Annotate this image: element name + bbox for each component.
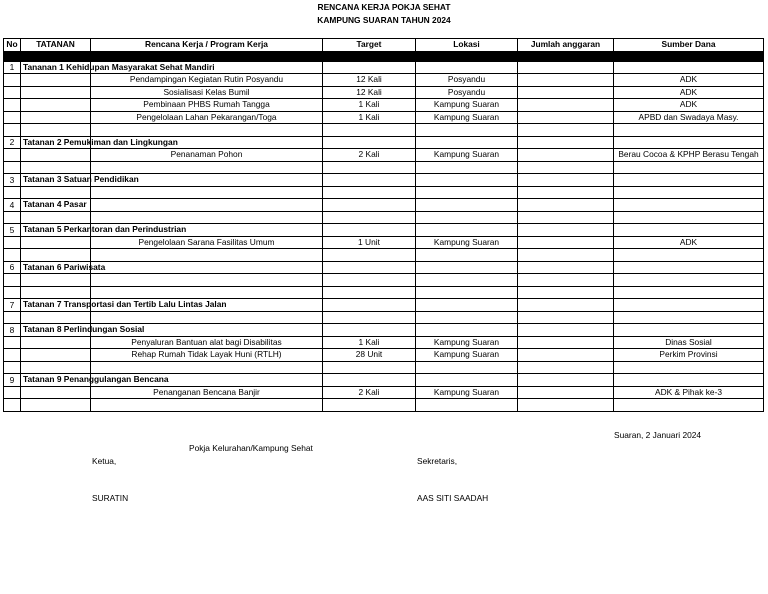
cell-jumlah-anggaran <box>518 161 614 174</box>
cell-tatanan <box>21 136 178 149</box>
cell-sumber-dana: APBD dan Swadaya Masy. <box>614 111 764 124</box>
cell-target: 2 Kali <box>323 386 416 399</box>
cell-no: 4 <box>4 199 21 212</box>
cell-target: 1 Kali <box>323 336 416 349</box>
cell-program <box>91 199 323 212</box>
cell-lokasi <box>416 224 518 237</box>
cell-no <box>4 111 21 124</box>
table-row <box>4 161 764 174</box>
cell-program: Penanganan Bencana Banjir <box>91 386 323 399</box>
cell-tatanan <box>21 186 91 199</box>
header-divider-bar <box>4 51 764 61</box>
cell-jumlah-anggaran <box>518 399 614 412</box>
cell-sumber-dana <box>614 311 764 324</box>
cell-no: 5 <box>4 224 21 237</box>
cell-no <box>4 211 21 224</box>
letter-date: Suaran, 2 Januari 2024 <box>614 430 702 440</box>
cell-tatanan <box>21 224 187 237</box>
cell-tatanan <box>21 86 91 99</box>
cell-sumber-dana: Dinas Sosial <box>614 336 764 349</box>
cell-tatanan <box>21 124 91 137</box>
cell-no <box>4 236 21 249</box>
cell-tatanan <box>21 286 91 299</box>
cell-program: Rehap Rumah Tidak Layak Huni (RTLH) <box>91 349 323 362</box>
cell-lokasi <box>416 311 518 324</box>
cell-no <box>4 149 21 162</box>
cell-target: 2 Kali <box>323 149 416 162</box>
header-sumber-dana: Sumber Dana <box>614 39 764 52</box>
cell-tatanan <box>21 324 145 337</box>
cell-jumlah-anggaran <box>518 111 614 124</box>
cell-lokasi <box>416 274 518 287</box>
cell-lokasi: Kampung Suaran <box>416 111 518 124</box>
cell-target: 12 Kali <box>323 74 416 87</box>
cell-program <box>91 249 323 262</box>
ketua-name: SURATIN <box>92 493 129 503</box>
table-row <box>4 361 764 374</box>
cell-target <box>323 286 416 299</box>
organization-name: Pokja Kelurahan/Kampung Sehat <box>189 443 313 453</box>
sekretaris-label: Sekretaris, <box>417 456 458 466</box>
cell-jumlah-anggaran <box>518 86 614 99</box>
cell-lokasi <box>416 174 518 187</box>
cell-jumlah-anggaran <box>518 311 614 324</box>
cell-target <box>323 61 416 74</box>
cell-program: Pengelolaan Lahan Pekarangan/Toga <box>91 111 323 124</box>
cell-no <box>4 99 21 112</box>
cell-lokasi: Kampung Suaran <box>416 349 518 362</box>
cell-tatanan <box>21 399 91 412</box>
cell-sumber-dana <box>614 286 764 299</box>
cell-jumlah-anggaran <box>518 211 614 224</box>
table-row <box>4 186 764 199</box>
tatanan-heading: Tananan 1 Kehidupan Masyarakat Sehat Mandiri <box>23 61 215 72</box>
cell-target <box>323 249 416 262</box>
cell-target <box>323 124 416 137</box>
cell-sumber-dana <box>614 249 764 262</box>
cell-lokasi: Posyandu <box>416 74 518 87</box>
cell-sumber-dana <box>614 399 764 412</box>
table-row <box>4 124 764 137</box>
cell-sumber-dana: Berau Cocoa & KPHP Berasu Tengah <box>614 149 764 162</box>
cell-lokasi <box>416 399 518 412</box>
cell-sumber-dana <box>614 136 764 149</box>
cell-no <box>4 274 21 287</box>
cell-target: 1 Kali <box>323 111 416 124</box>
cell-no <box>4 249 21 262</box>
cell-program <box>91 274 323 287</box>
table-row <box>4 74 764 87</box>
cell-target <box>323 374 416 387</box>
cell-jumlah-anggaran <box>518 349 614 362</box>
table-row <box>4 149 764 162</box>
tatanan-heading: Tatanan 6 Pariwisata <box>23 261 106 272</box>
table-row <box>4 374 764 387</box>
table-row <box>4 349 764 362</box>
cell-no <box>4 74 21 87</box>
cell-no <box>4 336 21 349</box>
cell-sumber-dana: ADK <box>614 74 764 87</box>
cell-lokasi: Posyandu <box>416 86 518 99</box>
cell-tatanan <box>21 74 91 87</box>
header-lokasi: Lokasi <box>416 39 518 52</box>
cell-program: Pembinaan PHBS Rumah Tangga <box>91 99 323 112</box>
cell-target <box>323 274 416 287</box>
table-row <box>4 336 764 349</box>
cell-jumlah-anggaran <box>518 236 614 249</box>
cell-target <box>323 399 416 412</box>
cell-no <box>4 186 21 199</box>
cell-program <box>91 124 323 137</box>
cell-jumlah-anggaran <box>518 136 614 149</box>
cell-jumlah-anggaran <box>518 336 614 349</box>
table-row <box>4 211 764 224</box>
header-target: Target <box>323 39 416 52</box>
cell-sumber-dana <box>614 224 764 237</box>
cell-sumber-dana <box>614 261 764 274</box>
tatanan-heading: Tatanan 4 Pasar <box>23 199 87 210</box>
cell-sumber-dana <box>614 61 764 74</box>
cell-program: Pendampingan Kegiatan Rutin Posyandu <box>91 74 323 87</box>
cell-target: 12 Kali <box>323 86 416 99</box>
cell-tatanan <box>21 261 106 274</box>
cell-tatanan <box>21 161 91 174</box>
table-row <box>4 386 764 399</box>
cell-no: 9 <box>4 374 21 387</box>
cell-sumber-dana: ADK <box>614 86 764 99</box>
cell-target: 1 Unit <box>323 236 416 249</box>
cell-sumber-dana: ADK & Pihak ke-3 <box>614 386 764 399</box>
cell-program <box>91 399 323 412</box>
cell-target: 28 Unit <box>323 349 416 362</box>
cell-tatanan <box>21 249 91 262</box>
table-row <box>4 174 764 187</box>
cell-program: Penyaluran Bantuan alat bagi Disabilitas <box>91 336 323 349</box>
tatanan-heading: Tatanan 9 Penanggulangan Bencana <box>23 374 169 385</box>
cell-lokasi <box>416 261 518 274</box>
table-row <box>4 286 764 299</box>
cell-jumlah-anggaran <box>518 261 614 274</box>
cell-lokasi <box>416 249 518 262</box>
table-row <box>4 299 764 312</box>
header-tatanan: TATANAN <box>21 39 91 52</box>
header-jumlah-anggaran: Jumlah anggaran <box>518 39 614 52</box>
table-row <box>4 236 764 249</box>
cell-target <box>323 161 416 174</box>
cell-tatanan <box>21 199 91 212</box>
tatanan-heading: Tatanan 7 Transportasi dan Tertib Lalu Lintas Jalan <box>23 299 227 310</box>
cell-target <box>323 136 416 149</box>
cell-target <box>323 186 416 199</box>
cell-jumlah-anggaran <box>518 224 614 237</box>
cell-program: Penanaman Pohon <box>91 149 323 162</box>
table-row <box>4 399 764 412</box>
cell-program <box>91 186 323 199</box>
cell-no: 3 <box>4 174 21 187</box>
cell-target <box>323 311 416 324</box>
table-row <box>4 61 764 74</box>
cell-no: 2 <box>4 136 21 149</box>
cell-lokasi <box>416 199 518 212</box>
cell-lokasi <box>416 324 518 337</box>
cell-sumber-dana <box>614 174 764 187</box>
cell-tatanan <box>21 311 91 324</box>
cell-sumber-dana <box>614 161 764 174</box>
table-header-row <box>4 39 764 52</box>
table-row <box>4 136 764 149</box>
cell-jumlah-anggaran <box>518 286 614 299</box>
cell-sumber-dana: Perkim Provinsi <box>614 349 764 362</box>
cell-jumlah-anggaran <box>518 299 614 312</box>
table-row <box>4 86 764 99</box>
cell-tatanan <box>21 174 139 187</box>
cell-no <box>4 361 21 374</box>
cell-no: 8 <box>4 324 21 337</box>
cell-program <box>91 211 323 224</box>
cell-tatanan <box>21 386 91 399</box>
cell-no <box>4 86 21 99</box>
cell-target <box>323 224 416 237</box>
cell-no <box>4 399 21 412</box>
cell-no <box>4 161 21 174</box>
cell-lokasi <box>416 374 518 387</box>
cell-sumber-dana <box>614 211 764 224</box>
tatanan-heading: Tatanan 5 Perkantoran dan Perindustrian <box>23 224 187 235</box>
cell-lokasi <box>416 161 518 174</box>
cell-sumber-dana <box>614 324 764 337</box>
cell-jumlah-anggaran <box>518 186 614 199</box>
cell-jumlah-anggaran <box>518 124 614 137</box>
table-row <box>4 274 764 287</box>
cell-program <box>91 361 323 374</box>
cell-sumber-dana <box>614 361 764 374</box>
cell-jumlah-anggaran <box>518 74 614 87</box>
cell-tatanan <box>21 374 169 387</box>
cell-lokasi <box>416 186 518 199</box>
cell-tatanan <box>21 149 91 162</box>
cell-lokasi <box>416 361 518 374</box>
cell-sumber-dana <box>614 186 764 199</box>
ketua-label: Ketua, <box>92 456 117 466</box>
cell-target <box>323 261 416 274</box>
cell-program: Sosialisasi Kelas Bumil <box>91 86 323 99</box>
cell-target <box>323 211 416 224</box>
cell-tatanan <box>21 211 91 224</box>
cell-tatanan <box>21 336 91 349</box>
cell-lokasi <box>416 61 518 74</box>
cell-no: 6 <box>4 261 21 274</box>
sekretaris-name: AAS SITI SAADAH <box>417 493 489 503</box>
table-row <box>4 249 764 262</box>
header-no: No <box>4 39 21 52</box>
cell-no: 7 <box>4 299 21 312</box>
cell-no <box>4 349 21 362</box>
table-body <box>4 61 764 411</box>
cell-lokasi: Kampung Suaran <box>416 236 518 249</box>
tatanan-heading: Tatanan 2 Pemukiman dan Lingkungan <box>23 136 178 147</box>
cell-tatanan <box>21 99 91 112</box>
cell-program <box>91 261 323 274</box>
cell-sumber-dana: ADK <box>614 236 764 249</box>
cell-target <box>323 299 416 312</box>
cell-jumlah-anggaran <box>518 274 614 287</box>
cell-jumlah-anggaran <box>518 361 614 374</box>
cell-tatanan <box>21 299 227 312</box>
cell-program <box>91 161 323 174</box>
cell-lokasi <box>416 211 518 224</box>
cell-jumlah-anggaran <box>518 149 614 162</box>
cell-target <box>323 361 416 374</box>
cell-jumlah-anggaran <box>518 199 614 212</box>
document-subtitle: KAMPUNG SUARAN TAHUN 2024 <box>317 15 451 25</box>
cell-sumber-dana <box>614 124 764 137</box>
cell-lokasi <box>416 124 518 137</box>
cell-program: Pengelolaan Sarana Fasilitas Umum <box>91 236 323 249</box>
cell-lokasi <box>416 286 518 299</box>
cell-sumber-dana <box>614 299 764 312</box>
cell-target <box>323 199 416 212</box>
cell-jumlah-anggaran <box>518 249 614 262</box>
cell-no <box>4 124 21 137</box>
tatanan-heading: Tatanan 3 Satuan Pendidikan <box>23 174 139 185</box>
cell-target: 1 Kali <box>323 99 416 112</box>
cell-jumlah-anggaran <box>518 99 614 112</box>
cell-tatanan <box>21 236 91 249</box>
cell-tatanan <box>21 361 91 374</box>
cell-program <box>91 286 323 299</box>
header-program: Rencana Kerja / Program Kerja <box>91 39 323 52</box>
cell-lokasi <box>416 136 518 149</box>
cell-tatanan <box>21 349 91 362</box>
table-row <box>4 311 764 324</box>
cell-tatanan <box>21 111 91 124</box>
cell-jumlah-anggaran <box>518 174 614 187</box>
cell-jumlah-anggaran <box>518 61 614 74</box>
table-row <box>4 224 764 237</box>
table-row <box>4 199 764 212</box>
table-row <box>4 99 764 112</box>
table-row <box>4 324 764 337</box>
cell-lokasi: Kampung Suaran <box>416 386 518 399</box>
cell-program <box>91 311 323 324</box>
cell-jumlah-anggaran <box>518 324 614 337</box>
cell-lokasi: Kampung Suaran <box>416 336 518 349</box>
cell-tatanan <box>21 274 91 287</box>
cell-sumber-dana <box>614 274 764 287</box>
cell-target <box>323 174 416 187</box>
cell-target <box>323 324 416 337</box>
cell-sumber-dana <box>614 199 764 212</box>
cell-jumlah-anggaran <box>518 374 614 387</box>
cell-no <box>4 386 21 399</box>
cell-no <box>4 311 21 324</box>
work-plan-table <box>3 38 764 412</box>
document-title: RENCANA KERJA POKJA SEHAT <box>317 2 451 12</box>
cell-no <box>4 286 21 299</box>
cell-sumber-dana: ADK <box>614 99 764 112</box>
cell-no: 1 <box>4 61 21 74</box>
table-row <box>4 261 764 274</box>
table-row <box>4 111 764 124</box>
cell-lokasi: Kampung Suaran <box>416 149 518 162</box>
cell-lokasi: Kampung Suaran <box>416 99 518 112</box>
tatanan-heading: Tatanan 8 Perlindungan Sosial <box>23 324 145 335</box>
cell-tatanan <box>21 61 215 74</box>
cell-jumlah-anggaran <box>518 386 614 399</box>
cell-lokasi <box>416 299 518 312</box>
cell-sumber-dana <box>614 374 764 387</box>
